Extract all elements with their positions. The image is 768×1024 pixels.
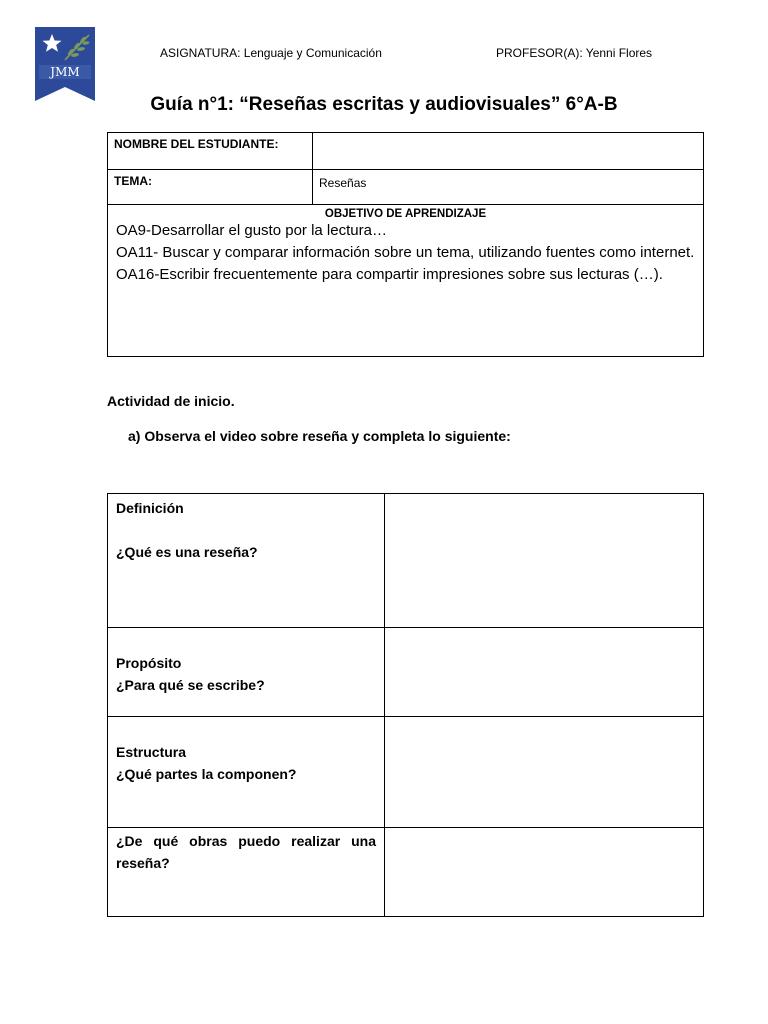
logo-text: JMM [50, 65, 80, 79]
question-definition [108, 494, 385, 628]
objective-oa9: OA9-Desarrollar el gusto por la lectura… [116, 222, 387, 239]
activity-heading: Actividad de inicio. [107, 393, 235, 409]
objective-oa11: OA11- Buscar y comparar información sobre un tema, utilizando fuentes como internet. [116, 244, 695, 261]
answer-definition[interactable] [385, 494, 704, 628]
row-title: Propósito [116, 655, 182, 671]
subject-label: ASIGNATURA: Lenguaje y Comunicación [160, 46, 382, 60]
school-logo [35, 27, 95, 101]
question-purpose [108, 628, 385, 717]
answer-purpose[interactable] [385, 628, 704, 717]
objective-oa16: OA16-Escribir frecuentemente para compartir impresiones sobre sus lecturas (…). [116, 266, 663, 283]
objectives-heading: OBJETIVO DE APRENDIZAJE [324, 208, 487, 220]
row-question: ¿Qué partes la componen? [116, 766, 297, 782]
page-title: Guía n°1: “Reseñas escritas y audiovisuales” 6°A-B [150, 94, 618, 115]
shield-icon [35, 27, 95, 101]
answer-structure[interactable] [385, 717, 704, 828]
student-name-label: NOMBRE DEL ESTUDIANTE: [108, 133, 313, 170]
question-works [108, 828, 385, 917]
row-title: Definición [116, 500, 184, 516]
question-structure [108, 717, 385, 828]
topic-label: TEMA: [108, 170, 313, 205]
activity-instruction: a) Observa el video sobre reseña y completa lo siguiente: [128, 428, 511, 444]
objectives-cell [108, 205, 704, 357]
row-question: ¿Qué es una reseña? [116, 544, 258, 560]
row-question: ¿De qué obras puedo realizar una reseña? [116, 833, 376, 871]
row-question: ¿Para qué se escribe? [116, 677, 265, 693]
answer-table [107, 493, 704, 917]
answer-works[interactable] [385, 828, 704, 917]
student-name-field[interactable] [313, 133, 704, 170]
topic-value: Reseñas [313, 170, 704, 205]
teacher-label: PROFESOR(A): Yenni Flores [496, 46, 653, 60]
row-title: Estructura [116, 744, 187, 760]
info-table [107, 132, 704, 357]
